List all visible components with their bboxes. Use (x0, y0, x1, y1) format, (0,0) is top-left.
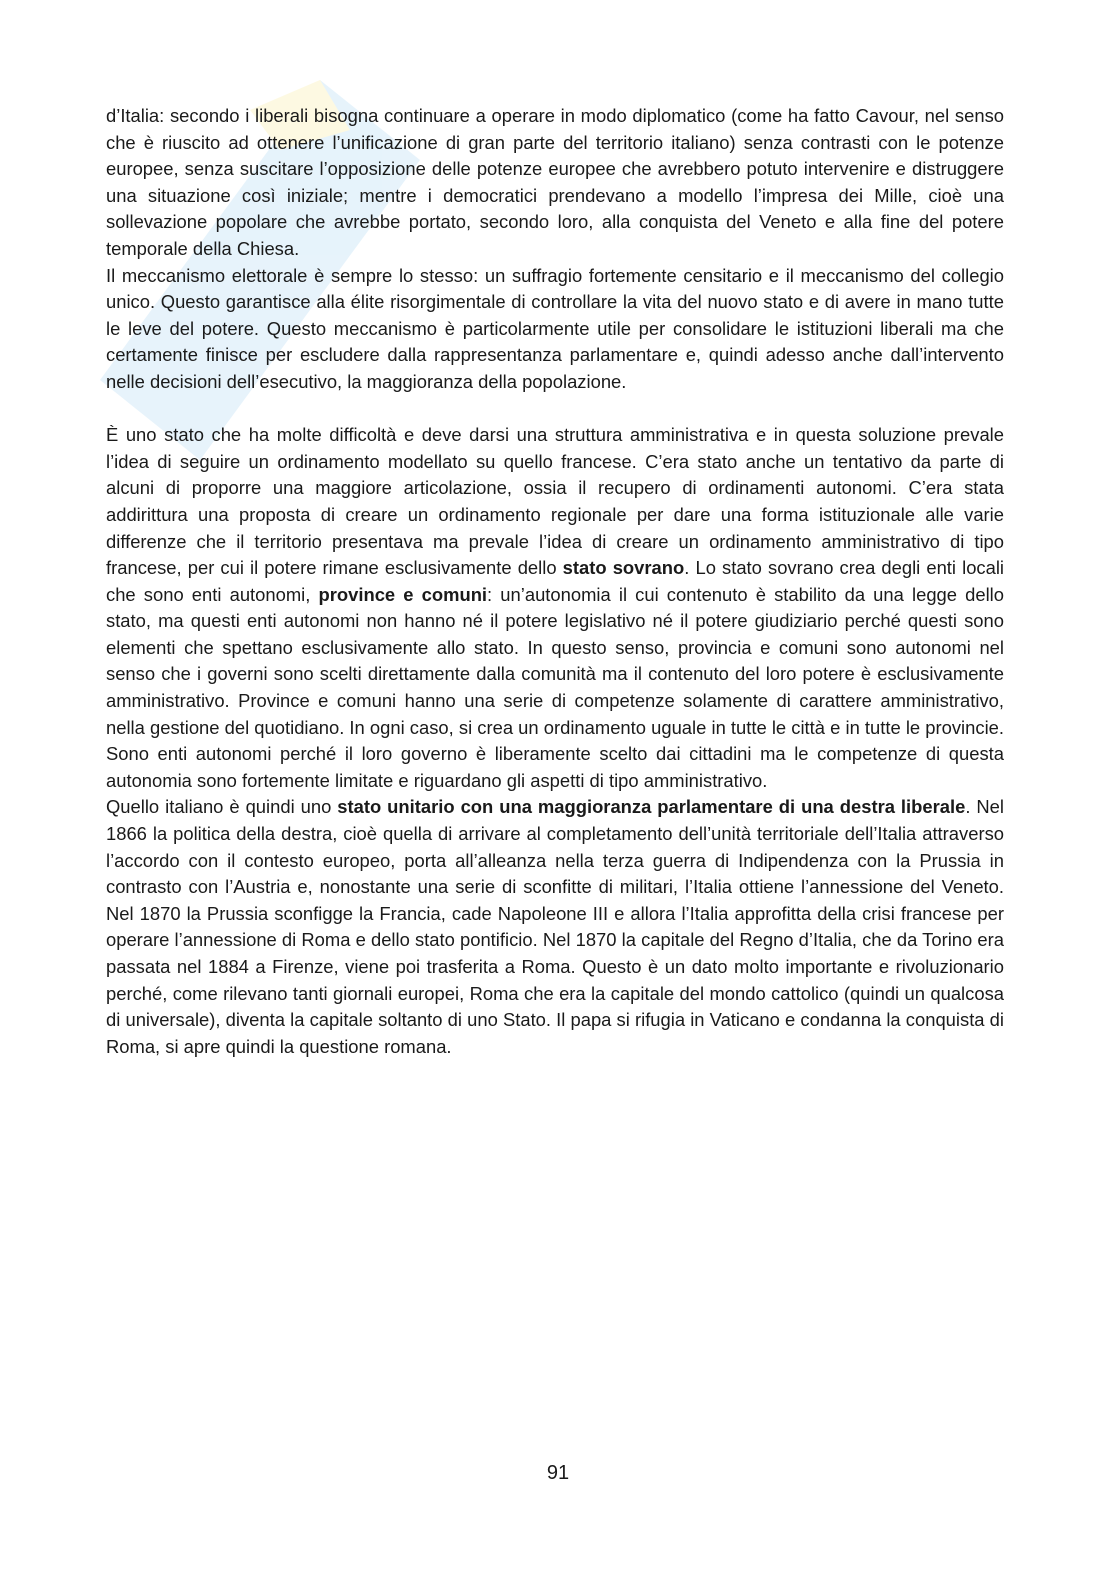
text-run: Il meccanismo elettorale è sempre lo stesso: un suffragio fortemente censitario e il meccanismo del collegio unico. Questo garantisce alla élite risorgimentale di controllare la vita del nuovo stato e di avere in mano tutte le leve del potere. Questo meccanismo è particolarmente utile per consolidare le istituzioni liberali ma che certamente finisce per escludere dalla rappresentanza parlamentare e, quindi adesso anche dall’intervento nelle decisioni dell’esecutivo, la maggioranza della popolazione. (106, 264, 1004, 392)
text-run: . Lo stato sovrano crea degli enti locali che sono enti autonomi, (106, 557, 1005, 605)
paragraph (106, 103, 1004, 263)
paragraph (106, 422, 1004, 794)
text-run: . Nel 1866 la politica della destra, cioè quella di arrivare al completamento dell’unità territoriale dell’Italia attraverso l’accordo con il contesto europeo, porta all’alleanza nella terza guerra di Indipendenza con la Prussia in contrasto con l’Austria e, nonostante una serie di sconfitte di militari, l’Italia ottiene l’annessione del Veneto. Nel 1870 la Prussia sconfigge la Francia, cade Napoleone III e allora l’Italia approfitta della crisi francese per operare l’annessione di Roma e dello stato pontificio. Nel 1870 la capitale del Regno d’Italia, che da Torino era passata nel 1884 a Firenze, viene poi trasferita a Roma. Questo è un dato molto importante e rivoluzionario perché, come rilevano tanti giornali europei, Roma che era la capitale del mondo cattolico (quindi un qualcosa di universale), diventa la capitale soltanto di uno Stato. Il papa si rifugia in Vaticano e condanna la conquista di Roma, si apre quindi la questione romana. (106, 796, 1004, 1057)
text-run: Quello italiano è quindi uno (106, 796, 338, 818)
text-run: d’Italia: secondo i liberali bisogna continuare a operare in modo diplomatico (come ha fatto Cavour, nel senso che è riuscito ad ottenere l’unificazione di gran parte del territorio italiano) senza contrasti con le potenze europee, senza suscitare l’opposizione delle potenze europee che avrebbero potuto intervenire e distruggere una situazione così iniziale; mentre i democratici prendevano a modello l’impresa dei Mille, cioè una sollevazione popolare che avrebbe portato, secondo loro, alla conquista del Veneto e alla fine del potere temporale della Chiesa. (106, 105, 1004, 259)
paragraph (106, 263, 1004, 396)
text-run: È uno stato che ha molte difficoltà e deve darsi una struttura amministrativa e in questa soluzione prevale l’idea di seguire un ordinamento modellato su quello francese. C’era stato anche un tentativo da parte di alcuni di proporre una maggiore articolazione, ossia il recupero di ordinamenti autonomi. C’era stata addirittura una proposta di creare un ordinamento regionale per dare una forma istituzionale alle varie differenze che il territorio presentava ma prevale l’idea di creare un ordinamento amministrativo di tipo francese, per cui il potere rimane esclusivamente dello (106, 424, 1004, 579)
paragraph (106, 794, 1004, 1060)
document-body (106, 103, 1004, 1060)
bold-term: province e comuni (318, 583, 488, 605)
page-number: 91 (546, 1462, 570, 1484)
text-run: : un’autonomia il cui contenuto è stabilito da una legge dello stato, ma questi enti autonomi non hanno né il potere legislativo né il potere giudiziario perché questi sono elementi che spettano esclusivamente allo stato. In questo senso, provincia e comuni sono autonomi nel senso che i governi sono scelti direttamente dalla comunità ma il contenuto del loro potere è esclusivamente amministrativo. Province e comuni hanno una serie di competenze solamente di carattere amministrativo, nella gestione del quotidiano. In ogni caso, si crea un ordinamento uguale in tutte le città e in tutte le provincie. Sono enti autonomi perché il loro governo è liberamente scelto dai cittadini ma le competenze di questa autonomia sono fortemente limitate e riguardano gli aspetti di tipo amministrativo. (106, 583, 1004, 791)
bold-term: stato sovrano (562, 557, 685, 579)
bold-term: stato unitario con una maggioranza parlamentare di una destra liberale (337, 796, 966, 818)
